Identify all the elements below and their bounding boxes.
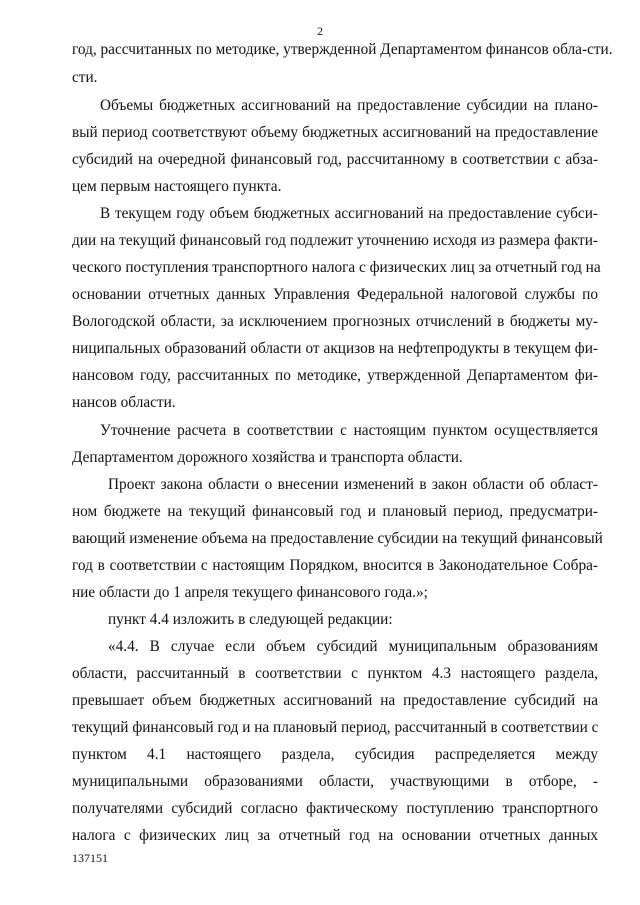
text-line: текущий финансовый год и на плановый период, рассчитанный в соответствии с xyxy=(72,719,599,736)
text-line: вый период соответствуют объему бюджетных ассигнований на предоставление xyxy=(72,124,598,141)
text-line: сти. xyxy=(72,69,98,86)
text-line: год, рассчитанных по методике, утвержденной Департаментом финансов обла-сти. xyxy=(72,41,613,58)
text-line: вающий изменение объема на предоставление субсидии на текущий финансовый xyxy=(72,530,603,547)
text-line: цем первым настоящего пункта. xyxy=(72,178,282,195)
text-line: Объемы бюджетных ассигнований на предоставление субсидии на плано- xyxy=(100,97,598,114)
text-line: ниципальных образований области от акцизов на нефтепродукты в текущем фи- xyxy=(72,340,598,357)
text-line: год в соответствии с настоящим Порядком, вносится в Законодательное Собра- xyxy=(72,557,598,574)
text-line: В текущем году объем бюджетных ассигнований на предоставление субси- xyxy=(100,205,598,222)
text-line: превышает объем бюджетных ассигнований на предоставление субсидий на xyxy=(72,692,598,709)
page-number: 2 xyxy=(317,24,323,38)
text-line: нансов области. xyxy=(72,394,176,411)
text-line: муниципальными образованиями области, участвующими в отборе, - xyxy=(72,773,598,790)
text-line: пунктом 4.1 настоящего раздела, субсидия распределяется между xyxy=(72,746,598,763)
text-line: основании отчетных данных Управления Федеральной налоговой службы по xyxy=(72,286,598,303)
text-line: ческого поступления транспортного налога с физических лиц за отчетный год на xyxy=(72,259,601,276)
text-line: «4.4. В случае если объем субсидий муниципальным образованиям xyxy=(108,638,598,655)
text-line: пункт 4.4 изложить в следующей редакции: xyxy=(108,611,393,628)
text-line: Вологодской области, за исключением прогнозных отчислений в бюджеты му- xyxy=(72,313,598,330)
text-line: налога с физических лиц за отчетный год на основании отчетных данных xyxy=(72,827,598,844)
text-line: Департаментом дорожного хозяйства и транспорта области. xyxy=(72,449,463,466)
text-line: ном бюджете на текущий финансовый год и плановый период, предусматри- xyxy=(72,503,598,520)
document-id: 137151 xyxy=(72,851,108,865)
text-line: дии на текущий финансовый год подлежит уточнению исходя из размера факти- xyxy=(72,232,598,249)
text-line: субсидий на очередной финансовый год, рассчитанному в соответствии с абза- xyxy=(72,151,598,168)
text-line: Уточнение расчета в соответствии с настоящим пунктом осуществляется xyxy=(100,422,598,439)
text-line: получателями субсидий согласно фактическому поступлению транспортного xyxy=(72,800,598,817)
text-line: области, рассчитанный в соответствии с пунктом 4.3 настоящего раздела, xyxy=(72,665,598,682)
text-line: нансовом году, рассчитанных по методике, утвержденной Департаментом фи- xyxy=(72,367,598,384)
text-line: ние области до 1 апреля текущего финансового года.»; xyxy=(72,584,428,601)
text-line: Проект закона области о внесении изменений в закон области об област- xyxy=(108,476,598,493)
